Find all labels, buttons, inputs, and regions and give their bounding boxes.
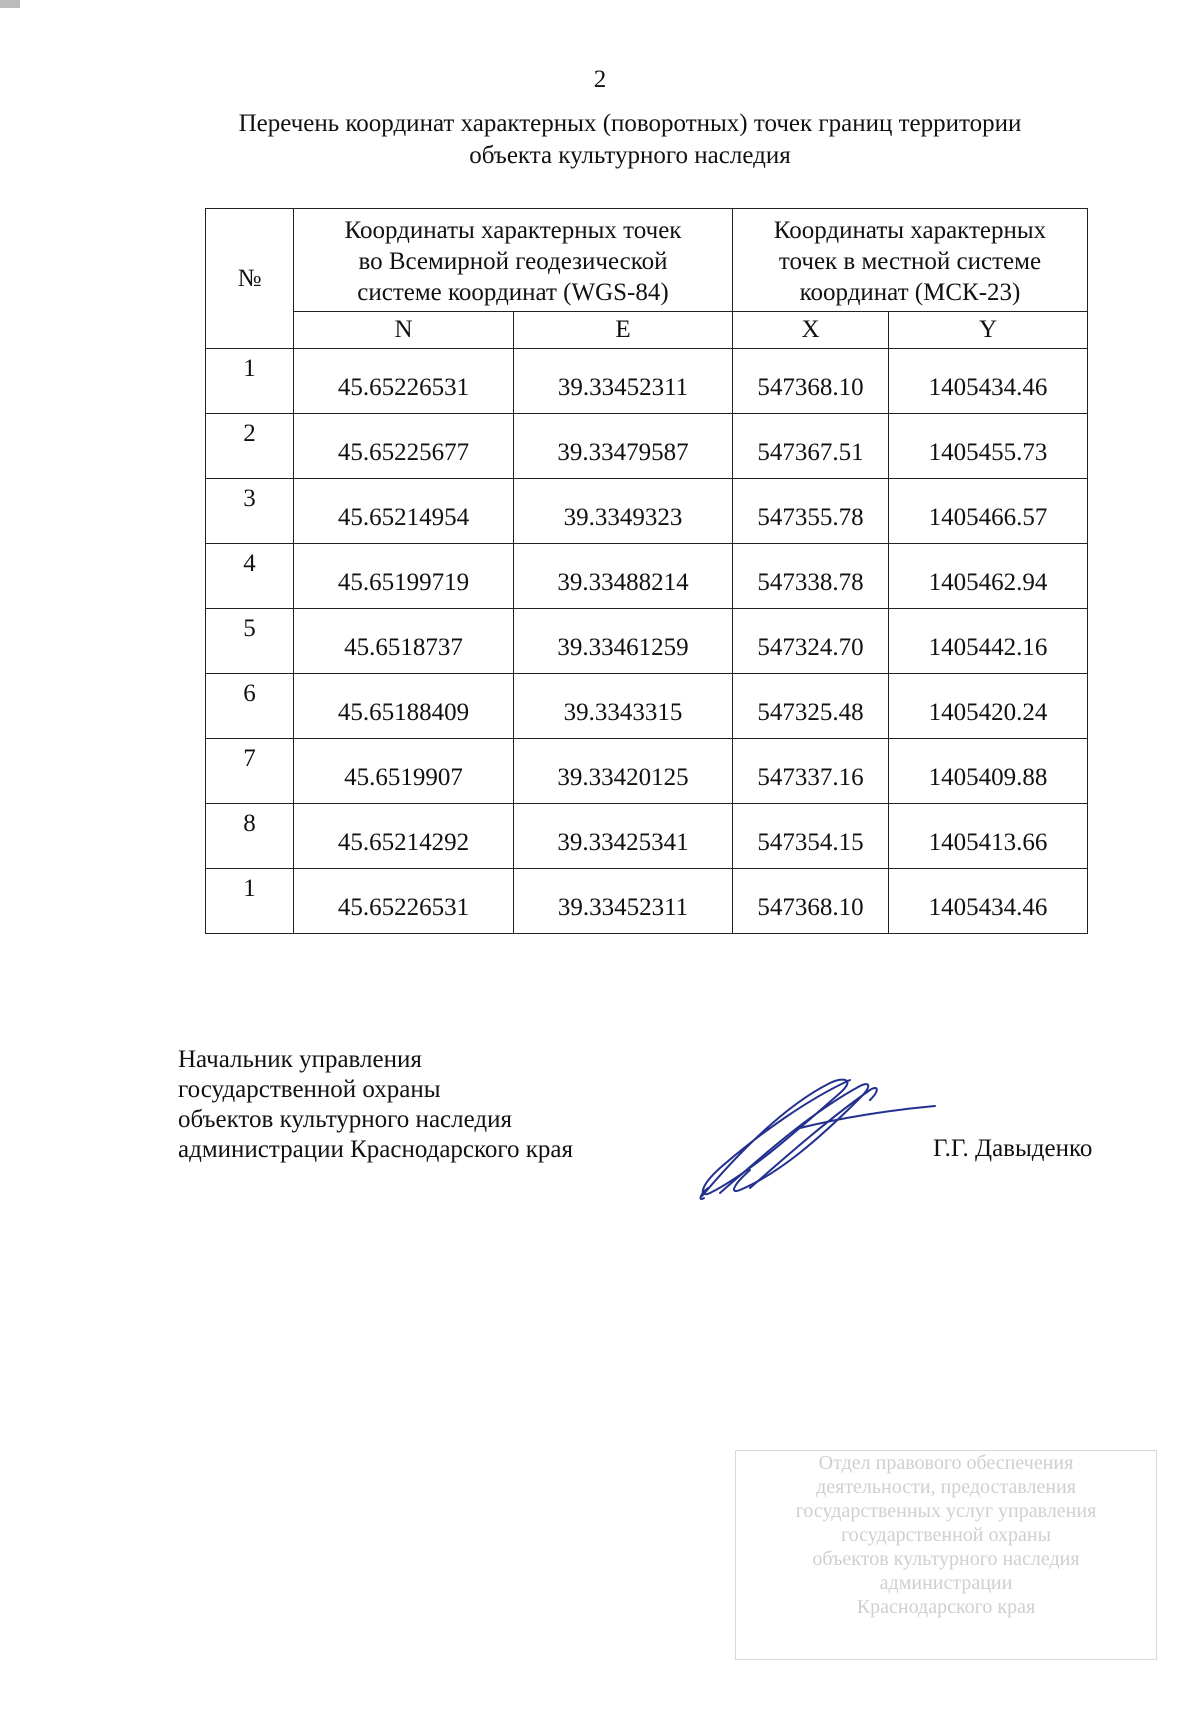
position-line: администрации Краснодарского края xyxy=(178,1136,574,1163)
header-wgs84 xyxy=(294,209,733,312)
cell-y: 1405434.46 xyxy=(889,349,1088,414)
coordinates-table xyxy=(205,208,1088,934)
cell-y: 1405413.66 xyxy=(889,804,1088,869)
cell-e: 39.3349323 xyxy=(514,479,733,544)
cell-n: 45.65225677 xyxy=(294,414,514,479)
page-number: 2 xyxy=(593,66,607,93)
table-row xyxy=(206,609,1088,674)
cell-y: 1405434.46 xyxy=(889,869,1088,934)
stamp-line: государственной охраны xyxy=(840,1524,1052,1546)
table-row xyxy=(206,414,1088,479)
signatory-position xyxy=(178,1045,573,1165)
cell-y: 1405420.24 xyxy=(889,674,1088,739)
scan-artifact xyxy=(0,0,20,8)
table-row xyxy=(206,739,1088,804)
table-header-row xyxy=(206,209,1088,312)
document-title xyxy=(150,108,1110,172)
cell-e: 39.33461259 xyxy=(514,609,733,674)
signer-name: Г.Г. Давыденко xyxy=(933,1135,1093,1162)
header-msk23 xyxy=(733,209,1088,312)
cell-y: 1405442.16 xyxy=(889,609,1088,674)
stamp-line: государственных услуг управления xyxy=(795,1500,1097,1522)
table-row xyxy=(206,674,1088,739)
table-subheader-row xyxy=(206,312,1088,349)
title-line-1: Перечень координат характерных (поворотных) точек границ территории xyxy=(238,110,1022,137)
header-wgs84-line: системе координат (WGS-84) xyxy=(357,279,669,306)
cell-point-number: 7 xyxy=(206,739,294,804)
handwritten-signature xyxy=(690,1068,940,1208)
cell-y: 1405409.88 xyxy=(889,739,1088,804)
cell-point-number: 6 xyxy=(206,674,294,739)
header-number: № xyxy=(206,209,294,349)
header-msk23-line: координат (МСК-23) xyxy=(799,279,1021,306)
subheader-y: Y xyxy=(889,312,1088,349)
position-line: Начальник управления xyxy=(178,1046,422,1073)
header-wgs84-line: во Всемирной геодезической xyxy=(358,248,668,275)
cell-x: 547368.10 xyxy=(733,349,889,414)
position-line: государственной охраны xyxy=(178,1076,441,1103)
cell-x: 547337.16 xyxy=(733,739,889,804)
cell-n: 45.65214292 xyxy=(294,804,514,869)
cell-point-number: 2 xyxy=(206,414,294,479)
cell-y: 1405455.73 xyxy=(889,414,1088,479)
cell-point-number: 8 xyxy=(206,804,294,869)
subheader-x: X xyxy=(733,312,889,349)
table-row xyxy=(206,479,1088,544)
cell-point-number: 5 xyxy=(206,609,294,674)
cell-e: 39.33425341 xyxy=(514,804,733,869)
cell-y: 1405466.57 xyxy=(889,479,1088,544)
cell-x: 547324.70 xyxy=(733,609,889,674)
stamp-line: объектов культурного наследия xyxy=(812,1548,1080,1570)
subheader-n: N xyxy=(294,312,514,349)
cell-e: 39.33479587 xyxy=(514,414,733,479)
stamp-line: Отдел правового обеспечения xyxy=(818,1452,1074,1474)
cell-point-number: 1 xyxy=(206,349,294,414)
stamp-line: Краснодарского края xyxy=(856,1596,1036,1618)
position-line: объектов культурного наследия xyxy=(178,1106,512,1133)
header-msk23-line: точек в местной системе xyxy=(778,248,1042,275)
cell-point-number: 1 xyxy=(206,869,294,934)
cell-e: 39.33452311 xyxy=(514,349,733,414)
cell-x: 547368.10 xyxy=(733,869,889,934)
cell-n: 45.65188409 xyxy=(294,674,514,739)
cell-x: 547367.51 xyxy=(733,414,889,479)
subheader-e: E xyxy=(514,312,733,349)
cell-n: 45.6518737 xyxy=(294,609,514,674)
cell-n: 45.65226531 xyxy=(294,349,514,414)
table-row xyxy=(206,804,1088,869)
faded-stamp xyxy=(735,1450,1157,1660)
header-msk23-line: Координаты характерных xyxy=(773,217,1047,244)
table-row xyxy=(206,544,1088,609)
stamp-line: администрации xyxy=(879,1572,1013,1594)
cell-e: 39.33452311 xyxy=(514,869,733,934)
cell-point-number: 3 xyxy=(206,479,294,544)
cell-e: 39.3343315 xyxy=(514,674,733,739)
cell-x: 547355.78 xyxy=(733,479,889,544)
cell-x: 547338.78 xyxy=(733,544,889,609)
cell-e: 39.33488214 xyxy=(514,544,733,609)
title-line-2: объекта культурного наследия xyxy=(469,142,791,169)
cell-e: 39.33420125 xyxy=(514,739,733,804)
cell-point-number: 4 xyxy=(206,544,294,609)
cell-y: 1405462.94 xyxy=(889,544,1088,609)
cell-n: 45.65199719 xyxy=(294,544,514,609)
cell-n: 45.65214954 xyxy=(294,479,514,544)
stamp-line: деятельности, предоставления xyxy=(816,1476,1076,1498)
cell-n: 45.6519907 xyxy=(294,739,514,804)
cell-x: 547354.15 xyxy=(733,804,889,869)
header-wgs84-line: Координаты характерных точек xyxy=(344,217,682,244)
table-row xyxy=(206,349,1088,414)
cell-x: 547325.48 xyxy=(733,674,889,739)
cell-n: 45.65226531 xyxy=(294,869,514,934)
table-row xyxy=(206,869,1088,934)
